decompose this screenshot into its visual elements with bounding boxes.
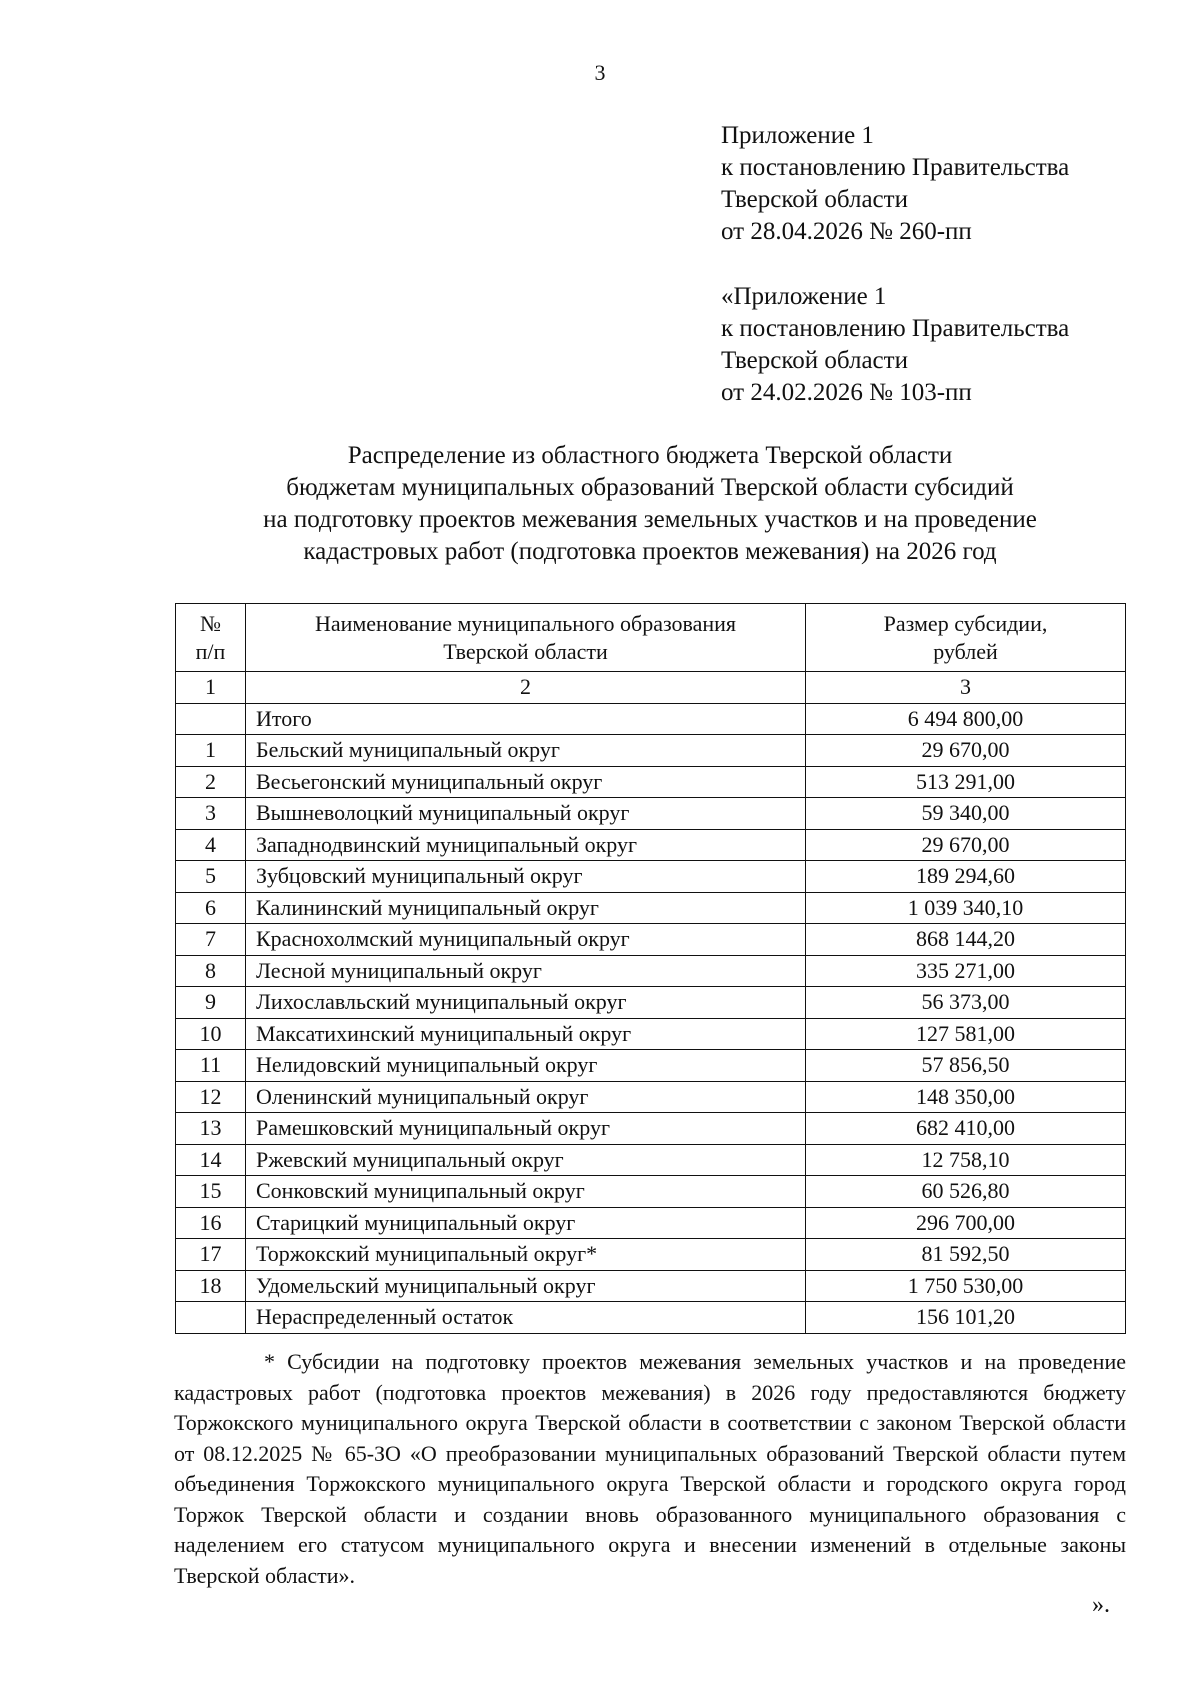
annex-current-line-4: от 28.04.2026 № 260-пп	[721, 218, 972, 245]
total-amount: 6 494 800,00	[806, 703, 1126, 735]
row-municipality: Оленинский муниципальный округ	[246, 1081, 806, 1113]
row-number: 1	[176, 735, 246, 767]
table-header-row	[176, 604, 1126, 672]
row-municipality: Нелидовский муниципальный округ	[246, 1050, 806, 1082]
row-number: 7	[176, 924, 246, 956]
remainder-label: Нераспределенный остаток	[246, 1302, 806, 1334]
table-row	[176, 735, 1126, 767]
table-row	[176, 987, 1126, 1019]
row-amount: 81 592,50	[806, 1239, 1126, 1271]
row-amount: 513 291,00	[806, 766, 1126, 798]
remainder-amount: 156 101,20	[806, 1302, 1126, 1334]
annex-previous-line-1: «Приложение 1	[721, 283, 887, 310]
table-row	[176, 766, 1126, 798]
row-number: 5	[176, 861, 246, 893]
row-municipality: Торжокский муниципальный округ*	[246, 1239, 806, 1271]
total-row	[176, 703, 1126, 735]
annex-previous-line-2: к постановлению Правительства	[721, 315, 1070, 342]
row-amount: 335 271,00	[806, 955, 1126, 987]
row-municipality: Удомельский муниципальный округ	[246, 1270, 806, 1302]
column-number-1: 1	[176, 672, 246, 704]
table-row	[176, 798, 1126, 830]
annex-previous-line-4: от 24.02.2026 № 103-пп	[721, 379, 972, 406]
row-number: 17	[176, 1239, 246, 1271]
table-row	[176, 1144, 1126, 1176]
table-row	[176, 1081, 1126, 1113]
row-amount: 296 700,00	[806, 1207, 1126, 1239]
row-municipality: Лесной муниципальный округ	[246, 955, 806, 987]
total-number	[176, 703, 246, 735]
closing-quote-mark: ».	[1092, 1592, 1110, 1618]
row-number: 9	[176, 987, 246, 1019]
document-title	[160, 440, 1140, 568]
table-row	[176, 1207, 1126, 1239]
remainder-row	[176, 1302, 1126, 1334]
row-number: 12	[176, 1081, 246, 1113]
row-number: 10	[176, 1018, 246, 1050]
row-amount: 57 856,50	[806, 1050, 1126, 1082]
column-number-2: 2	[246, 672, 806, 704]
annex-previous-line-3: Тверской области	[721, 347, 908, 374]
header-municipality-line-2: Тверской области	[443, 638, 608, 664]
row-municipality: Старицкий муниципальный округ	[246, 1207, 806, 1239]
row-amount: 868 144,20	[806, 924, 1126, 956]
page-number: 3	[594, 60, 606, 85]
table-row	[176, 829, 1126, 861]
row-number: 3	[176, 798, 246, 830]
row-amount: 1 039 340,10	[806, 892, 1126, 924]
column-number-row	[176, 672, 1126, 704]
row-number: 16	[176, 1207, 246, 1239]
row-amount: 56 373,00	[806, 987, 1126, 1019]
row-amount: 12 758,10	[806, 1144, 1126, 1176]
row-number: 8	[176, 955, 246, 987]
row-municipality: Весьегонский муниципальный округ	[246, 766, 806, 798]
row-amount: 1 750 530,00	[806, 1270, 1126, 1302]
row-municipality: Ржевский муниципальный округ	[246, 1144, 806, 1176]
row-number: 15	[176, 1176, 246, 1208]
row-number: 6	[176, 892, 246, 924]
table-row	[176, 1176, 1126, 1208]
row-municipality: Калининский муниципальный округ	[246, 892, 806, 924]
table-row	[176, 955, 1126, 987]
row-number: 18	[176, 1270, 246, 1302]
annex-current-line-1: Приложение 1	[721, 122, 874, 149]
row-number: 2	[176, 766, 246, 798]
table-row	[176, 892, 1126, 924]
annex-previous-header	[721, 281, 1161, 409]
row-municipality: Сонковский муниципальный округ	[246, 1176, 806, 1208]
remainder-number	[176, 1302, 246, 1334]
row-number: 14	[176, 1144, 246, 1176]
row-amount: 59 340,00	[806, 798, 1126, 830]
table-row	[176, 1239, 1126, 1271]
row-municipality: Бельский муниципальный округ	[246, 735, 806, 767]
table-row	[176, 1113, 1126, 1145]
header-municipality	[246, 604, 806, 672]
annex-current-header	[721, 120, 1161, 248]
row-amount: 29 670,00	[806, 829, 1126, 861]
total-label: Итого	[246, 703, 806, 735]
footnote-text: * Субсидии на подготовку проектов межевания земельных участков и на проведение кадастровых работ (подготовка проектов межевания) в 2026 году предоставляются бюджету Торжокского муниципального округа Тверской области в соответствии с законом Тверской области от 08.12.2025 № 65-ЗО «О преобразовании муниципальных образований Тверской области путем объединения Торжокского муниципального округа Тверской области и городского округа город Торжок Тверской области и создании вновь образованного муниципального образования с наделением его статусом муниципального округа и внесении изменений в отдельные законы Тверской области».	[174, 1349, 1126, 1588]
row-amount: 60 526,80	[806, 1176, 1126, 1208]
row-number: 11	[176, 1050, 246, 1082]
header-amount	[806, 604, 1126, 672]
header-number-line-1: №	[200, 610, 221, 636]
row-municipality: Зубцовский муниципальный округ	[246, 861, 806, 893]
row-municipality: Вышневолоцкий муниципальный округ	[246, 798, 806, 830]
column-number-3: 3	[806, 672, 1126, 704]
annex-current-line-3: Тверской области	[721, 186, 908, 213]
header-municipality-line-1: Наименование муниципального образования	[314, 610, 737, 636]
row-amount: 682 410,00	[806, 1113, 1126, 1145]
header-amount-line-2: рублей	[933, 638, 998, 664]
row-amount: 189 294,60	[806, 861, 1126, 893]
annex-current-line-2: к постановлению Правительства	[721, 154, 1070, 181]
table-row	[176, 1270, 1126, 1302]
row-municipality: Рамешковский муниципальный округ	[246, 1113, 806, 1145]
row-municipality: Максатихинский муниципальный округ	[246, 1018, 806, 1050]
header-amount-line-1: Размер субсидии,	[883, 610, 1048, 636]
title-line-2: бюджетам муниципальных образований Тверской области субсидий	[286, 474, 1014, 501]
row-amount: 127 581,00	[806, 1018, 1126, 1050]
row-municipality: Западнодвинский муниципальный округ	[246, 829, 806, 861]
subsidy-table	[175, 603, 1126, 1334]
row-amount: 29 670,00	[806, 735, 1126, 767]
row-number: 4	[176, 829, 246, 861]
title-line-3: на подготовку проектов межевания земельных участков и на проведение	[263, 506, 1037, 533]
table-row	[176, 861, 1126, 893]
table-row	[176, 1018, 1126, 1050]
header-number-line-2: п/п	[195, 638, 226, 664]
row-number: 13	[176, 1113, 246, 1145]
row-municipality: Краснохолмский муниципальный округ	[246, 924, 806, 956]
table-row	[176, 1050, 1126, 1082]
footnote	[174, 1347, 1126, 1591]
row-municipality: Лихославльский муниципальный округ	[246, 987, 806, 1019]
title-line-1: Распределение из областного бюджета Тверской области	[347, 442, 953, 469]
title-line-4: кадастровых работ (подготовка проектов межевания) на 2026 год	[303, 538, 997, 565]
table-row	[176, 924, 1126, 956]
row-amount: 148 350,00	[806, 1081, 1126, 1113]
header-number	[176, 604, 246, 672]
